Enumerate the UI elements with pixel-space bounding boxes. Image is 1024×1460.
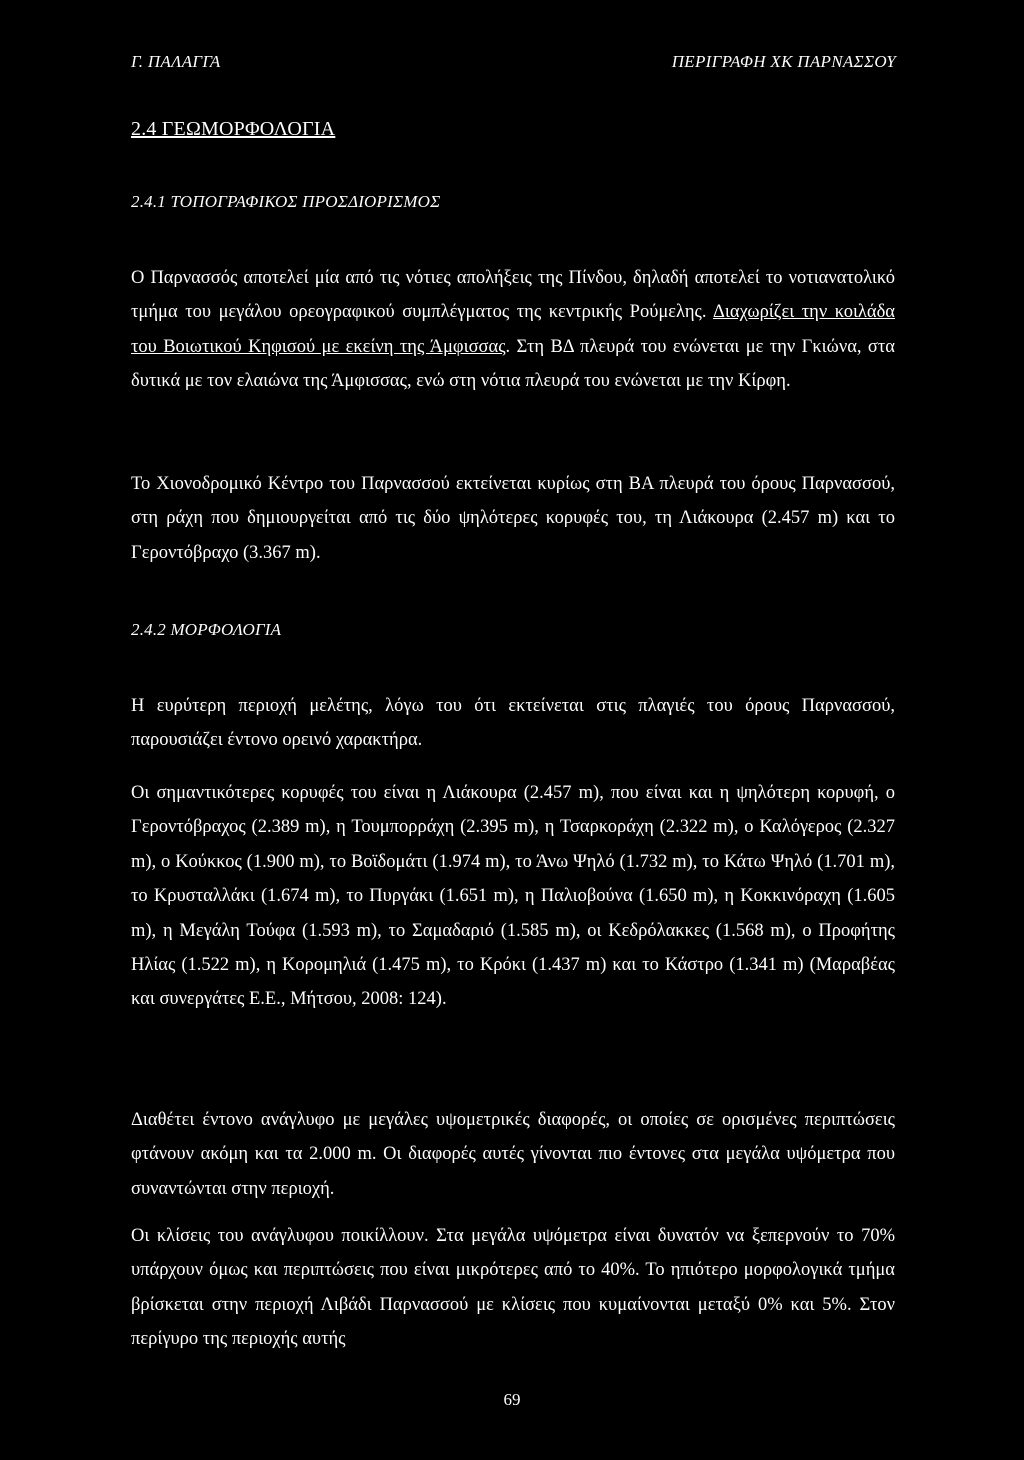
paragraph-relief: Διαθέτει έντονο ανάγλυφο με μεγάλες υψομετρικές διαφορές, οι οποίες σε ορισμένες περιπτώσεις φτάνουν ακόμη και τα 2.000 m. Οι διαφορές αυτές γίνονται πιο έντονες στα μεγάλα υψόμετρα που συναντώνται στην περιοχή. [131, 1110, 895, 1199]
paragraph-slopes: Οι κλίσεις του ανάγλυφου ποικίλλουν. Στα μεγάλα υψόμετρα είναι δυνατόν να ξεπερνούν το 70% υπάρχουν όμως και περιπτώσεις που είναι μικρότερες από το 40%. Το ηπιότερο μορφολογικά τμήμα βρίσκεται στην περιοχή Λιβάδι Παρνασσού με κλίσεις που κυμαίνονται μεταξύ 0% και 5%. Στον περίγυρο της περιοχής αυτής [131, 1226, 895, 1350]
paragraph-ski-centre: Το Χιονοδρομικό Κέντρο του Παρνασσού εκτείνεται κυρίως στη ΒΑ πλευρά του όρους Παρνασσού, στη ράχη που δημιουργείται από τις δύο ψηλότερες κορυφές του, τη Λιάκουρα (2.457 m) και το Γεροντόβραχο (3.367 m). [131, 474, 895, 563]
running-header-title: ΠΕΡΙΓΡΑΦΗ ΧΚ ΠΑΡΝΑΣΣΟΥ [671, 52, 896, 71]
paragraph-text: . Στη ΒΔ πλευρά του ενώνεται με την Γκιώνα, στα δυτικά με τον ελαιώνα της Άμφισσας, ενώ στη νότια πλευρά του ενώνεται με την Κίρφη. [131, 336, 895, 392]
page-number: 69 [503, 1390, 521, 1409]
paragraph-peaks-list: Οι σημαντικότερες κορυφές του είναι η Λιάκουρα (2.457 m), που είναι και η ψηλότερη κορυφή, ο Γεροντόβραχος (2.389 m), η Τουμπορράχη (2.395 m), η Τσαρκοράχη (2.322 m), ο Καλόγερος (2.327 m), ο Κούκκος (1.900 m), το Βοϊδομάτι (1.974 m), το Άνω Ψηλό (1.732 m), το Κάτω Ψηλό (1.701 m), το Κρυσταλλάκι (1.674 m), το Πυργάκι (1.651 m), η Παλιοβούνα (1.650 m), η Κοκκινόραχη (1.605 m), η Μεγάλη Τούφα (1.593 m), το Σαμαδαριό (1.585 m), οι Κεδρόλακκες (1.568 m), ο Προφήτης Ηλίας (1.522 m), η Κορομηλιά (1.475 m), το Κρόκι (1.437 m) και το Κάστρο (1.341 m) (Μαραβέας και συνεργάτες Ε.Ε., Μήτσου, 2008: 124). [131, 783, 895, 1010]
paragraph-topography-location [131, 261, 895, 399]
paragraph-mountain-character: Η ευρύτερη περιοχή μελέτης, λόγω του ότι εκτείνεται στις πλαγιές του όρους Παρνασσού, παρουσιάζει έντονο ορεινό χαρακτήρα. [131, 696, 895, 751]
subsection-heading-morphology: 2.4.2 ΜΟΡΦΟΛΟΓΙΑ [131, 620, 282, 639]
underlined-text: Διαχωρίζει την κοιλάδα του Βοιωτικού Κηφισού με εκείνη της Άμφισσας [131, 302, 895, 357]
running-header-author: Γ. ΠΑΛΑΓΓΑ [131, 52, 221, 71]
section-heading: 2.4 ΓΕΩΜΟΡΦΟΛΟΓΙΑ [131, 118, 336, 140]
paragraph-text: Ο Παρνασσός αποτελεί μία από τις νότιες απολήξεις της Πίνδου, δηλαδή αποτελεί το νοτιανατολικό τμήμα του μεγάλου ορεογραφικού συμπλέγματος της κεντρικής Ρούμελης. [131, 268, 895, 323]
subsection-heading-topography: 2.4.1 ΤΟΠΟΓΡΑΦΙΚΟΣ ΠΡΟΣΔΙΟΡΙΣΜΟΣ [131, 192, 441, 211]
